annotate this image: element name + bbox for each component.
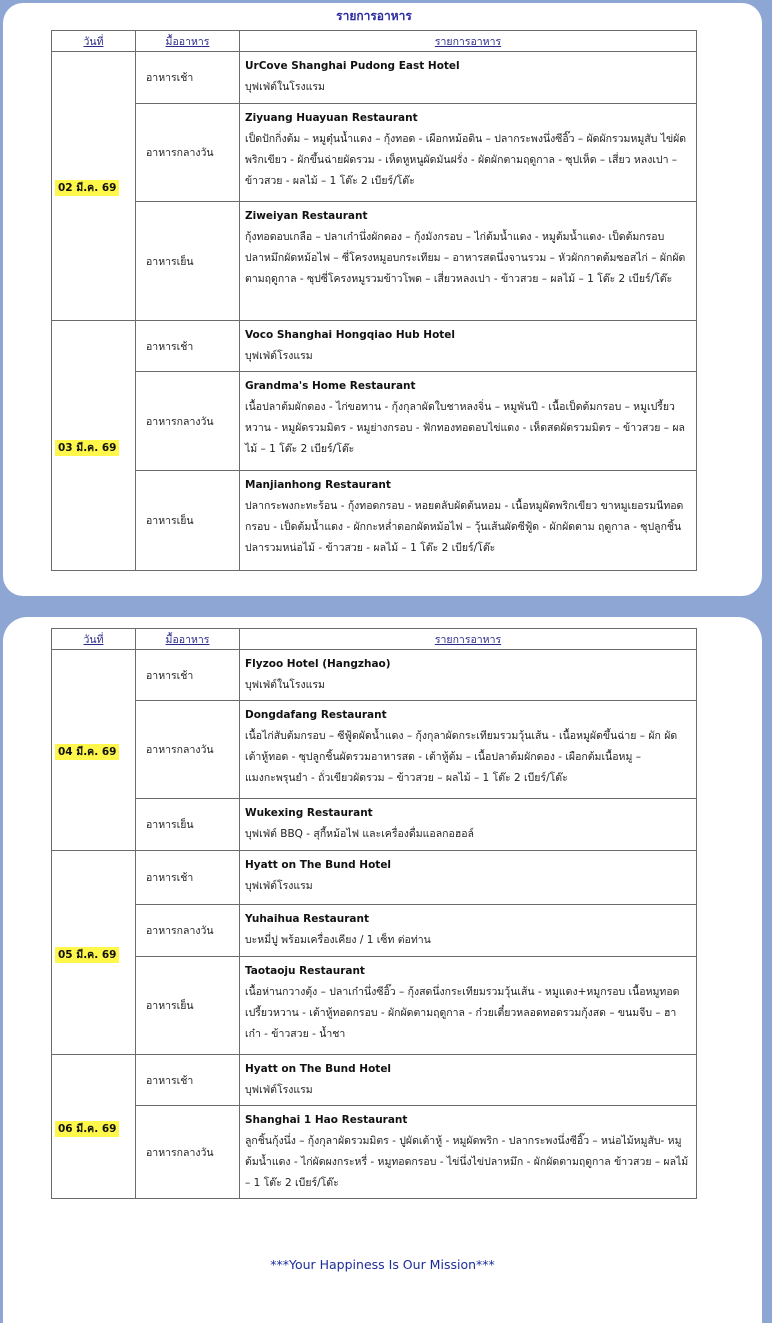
restaurant-name: Wukexing Restaurant <box>245 807 373 819</box>
restaurant-name: Taotaoju Restaurant <box>245 965 365 977</box>
sheet-title: รายการอาหาร <box>336 9 412 23</box>
date-label: 05 มี.ค. 69 <box>55 947 119 963</box>
date-label: 06 มี.ค. 69 <box>55 1121 119 1137</box>
meal-cell: อาหารเช้า <box>136 321 240 372</box>
table-row <box>52 321 697 372</box>
table-header-row <box>52 629 697 650</box>
meal-cell: อาหารกลางวัน <box>136 1106 240 1199</box>
table-row <box>52 202 697 321</box>
meal-cell: อาหารกลางวัน <box>136 104 240 202</box>
menu-detail <box>240 650 697 701</box>
menu-table-1 <box>51 30 697 571</box>
menu-description: บุฟเฟ่ต์ในโรงแรม <box>245 81 325 93</box>
menu-detail <box>240 372 697 471</box>
header-menu: รายการอาหาร <box>240 629 697 650</box>
restaurant-name: Hyatt on The Bund Hotel <box>245 859 392 871</box>
menu-sheet-page-2 <box>3 617 762 1323</box>
meal-cell: อาหารเช้า <box>136 851 240 905</box>
restaurant-name: Flyzoo Hotel (Hangzhao) <box>245 658 391 670</box>
day-cell <box>52 650 136 851</box>
table-row <box>52 799 697 851</box>
date-label: 04 มี.ค. 69 <box>55 744 119 760</box>
menu-description: ลูกชิ้นกุ้งนึ่ง – กุ้งกุลาผัดรวมมิตร - ปูผัดเต้าหู้ - หมูผัดพริก - ปลากระพงนึ่งซีอิ๊ว – หน่อไม้หมูสับ- หมูต้มน้ำแดง - ไก่ผัดผงกระหรี่ - หมูทอดกรอบ - ไข่นึ่งไข่ปลาหมึก - ผักผัดตามฤดูกาล ข้าวสวย – ผลไม้ – 1 โต๊ะ 2 เบียร์/โต๊ะ <box>245 1135 689 1189</box>
menu-description: เนื้อห่านกวางตุ้ง – ปลาเก๋านึ่งซีอิ๊ว – กุ้งสดนึ่งกระเทียมรวมวุ้นเส้น - หมูแดง+หมูกรอบ เนื้อหมูทอดเปรี้ยวหวาน - เต้าหู้ทอดกรอบ - ผักผัดตามฤดูกาล - ก๋วยเตี๋ยวหลอดทอดรวมกุ้งสด – ขนมจีบ – ฮาเก๋า - ข้าวสวย - น้ำชา <box>245 986 680 1040</box>
menu-detail <box>240 202 697 321</box>
company-motto: ***Your Happiness Is Our Mission*** <box>270 1257 495 1272</box>
restaurant-name: Voco Shanghai Hongqiao Hub Hotel <box>245 329 456 341</box>
restaurant-name: Manjianhong Restaurant <box>245 479 391 491</box>
restaurant-name: Ziyuang Huayuan Restaurant <box>245 112 418 124</box>
restaurant-name: Ziweiyan Restaurant <box>245 210 368 222</box>
menu-detail <box>240 799 697 851</box>
menu-description: บะหมี่ปู พร้อมเครื่องเคียง / 1 เซ็ท ต่อท่าน <box>245 934 431 946</box>
menu-detail <box>240 1055 697 1106</box>
table-row <box>52 650 697 701</box>
restaurant-name: Grandma's Home Restaurant <box>245 380 416 392</box>
table-row <box>52 905 697 957</box>
date-label: 02 มี.ค. 69 <box>55 180 119 196</box>
meal-cell: อาหารเย็น <box>136 471 240 571</box>
menu-detail <box>240 957 697 1055</box>
menu-description: ปลากระพงกะทะร้อน - กุ้งทอดกรอบ - หอยตลับผัดต้นหอม - เนื้อหมูผัดพริกเขียว ขาหมูเยอรมนีทอดกรอบ - เป็ดต้มน้ำแดง - ผักกะหล่ำดอกผัดหม้อไฟ – วุ้นเส้นผัดซีฟู้ด - ผักผัดตาม ฤดูกาล - ซุปลูกชิ้นปลารวมหน่อไม้ - ข้าวสวย - ผลไม้ – 1 โต๊ะ 2 เบียร์/โต๊ะ <box>245 500 684 554</box>
restaurant-name: Dongdafang Restaurant <box>245 709 387 721</box>
menu-description: เนื้อปลาต้มผักดอง - ไก่ขอทาน - กุ้งกุลาผัดใบชาหลงจิ่น – หมูพันปี - เนื้อเป็ดต้มกรอบ – หมูเปรี้ยวหวาน - หมูผัดรวมมิตร - หมูย่างกรอบ - ฟักทองทอดอบไข่แดง - เห็ดสดผัดรวมมิตร – ข้าวสวย – ผลไม้ – 1 โต๊ะ 2 เบียร์/โต๊ะ <box>245 401 685 455</box>
date-label: 03 มี.ค. 69 <box>55 440 119 456</box>
table-row <box>52 957 697 1055</box>
menu-table-2 <box>51 628 697 1199</box>
meal-cell: อาหารเช้า <box>136 1055 240 1106</box>
day-cell <box>52 321 136 571</box>
menu-sheet-page-1 <box>3 3 762 596</box>
table-row <box>52 1106 697 1199</box>
header-day: วันที่ <box>52 629 136 650</box>
meal-cell: อาหารเช้า <box>136 650 240 701</box>
table-row <box>52 372 697 471</box>
menu-detail <box>240 52 697 104</box>
meal-cell: อาหารกลางวัน <box>136 701 240 799</box>
restaurant-name: UrCove Shanghai Pudong East Hotel <box>245 60 460 72</box>
menu-description: บุฟเฟ่ต์โรงแรม <box>245 350 313 362</box>
header-menu: รายการอาหาร <box>240 31 697 52</box>
menu-detail <box>240 104 697 202</box>
table-row <box>52 471 697 571</box>
header-meal: มื้ออาหาร <box>136 31 240 52</box>
restaurant-name: Hyatt on The Bund Hotel <box>245 1063 392 1075</box>
menu-description: เป็ดปักกิ่งต้ม – หมูตุ๋นน้ำแดง – กุ้งทอด - เผือกหม้อดิน – ปลากระพงนึ่งซีอิ๊ว – ผัดผักรวมหมูสับ ไข่ผัดพริกเขียว - ผักขึ้นฉ่ายผัดรวม - เห็ดหูหนูผัดมันฝรั่ง - ผัดผักตามฤดูกาล - ซุปเห็ด – เสี่ยว หลงเปา – ข้าวสวย - ผลไม้ – 1 โต๊ะ 2 เบียร์/โต๊ะ <box>245 133 687 187</box>
menu-description: บุฟเฟ่ต์โรงแรม <box>245 1084 313 1096</box>
day-cell <box>52 1055 136 1199</box>
menu-description: บุฟเฟ่ต์ BBQ - สุกี้หม้อไฟ และเครื่องดื่มแอลกอฮอล์ <box>245 828 474 840</box>
table-row <box>52 851 697 905</box>
menu-description: บุฟเฟ่ต์ในโรงแรม <box>245 679 325 691</box>
meal-cell: อาหารเย็น <box>136 799 240 851</box>
menu-detail <box>240 701 697 799</box>
meal-cell: อาหารกลางวัน <box>136 905 240 957</box>
restaurant-name: Yuhaihua Restaurant <box>245 913 369 925</box>
table-header-row <box>52 31 697 52</box>
meal-cell: อาหารกลางวัน <box>136 372 240 471</box>
table-row <box>52 701 697 799</box>
menu-description: เนื้อไก่สับต้มกรอบ – ซีฟู้ดผัดน้ำแดง – กุ้งกุลาผัดกระเทียมรวมวุ้นเส้น - เนื้อหมูผัดขึ้นฉ่าย – ผัก ผัดเต้าหู้ทอด - ซุปลูกชิ้นผัดรวมอาหารสด - เต้าหู้ต้ม – เนื้อปลาต้มผักดอง - เผือกต้มเนื้อหมู – แมงกะพรุนยำ - ถั่วเขียวผัดรวม – ข้าวสวย – ผลไม้ – 1 โต๊ะ 2 เบียร์/โต๊ะ <box>245 730 678 784</box>
table-row <box>52 1055 697 1106</box>
menu-detail <box>240 905 697 957</box>
header-day: วันที่ <box>52 31 136 52</box>
meal-cell: อาหารเช้า <box>136 52 240 104</box>
day-cell <box>52 52 136 321</box>
header-meal: มื้ออาหาร <box>136 629 240 650</box>
menu-detail <box>240 1106 697 1199</box>
menu-detail <box>240 471 697 571</box>
table-row <box>52 104 697 202</box>
menu-description: กุ้งทอดอบเกลือ – ปลาเก๋านึ่งผักดอง – กุ้งมังกรอบ – ไก่ต้มน้ำแดง - หมูต้มน้ำแดง- เป็ดต้มกรอบ ปลาหมึกผัดหม้อไฟ – ซี่โครงหมูอบกระเทียม – อาหารสดนึ่งจานรวม – หัวผักกาดต้มซอสไก่ – ผักผัดตามฤดูกาล - ซุปซี่โครงหมูรวมข้าวโพด – เสี่ยวหลงเปา - ข้าวสวย – ผลไม้ – 1 โต๊ะ 2 เบียร์/โต๊ะ <box>245 231 686 285</box>
day-cell <box>52 851 136 1055</box>
menu-detail <box>240 321 697 372</box>
meal-cell: อาหารเย็น <box>136 202 240 321</box>
table-row <box>52 52 697 104</box>
menu-detail <box>240 851 697 905</box>
restaurant-name: Shanghai 1 Hao Restaurant <box>245 1114 408 1126</box>
meal-cell: อาหารเย็น <box>136 957 240 1055</box>
menu-description: บุฟเฟ่ต์โรงแรม <box>245 880 313 892</box>
